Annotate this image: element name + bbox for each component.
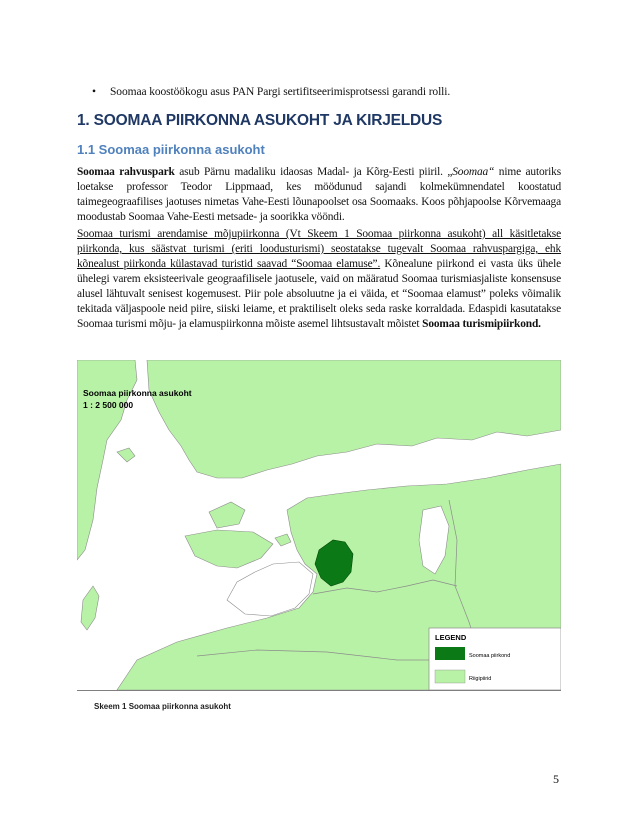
map-scale: 1 : 2 500 000 xyxy=(83,400,134,410)
bullet-text: Soomaa koostöökogu asus PAN Pargi sertifitseerimisprotsessi garandi rolli. xyxy=(110,86,451,98)
map-svg xyxy=(77,360,561,690)
map-title: Soomaa piirkonna asukoht xyxy=(83,388,192,398)
paragraph-location xyxy=(77,165,561,225)
paragraph-text-b: nime autoriks loetakse professor Teodor Lippmaad, kes möödunud sajandi kolmekümnendatel koostatud taimegeograafilises jaotuses nimetas Vahe-Eesti lõunapoolset osa Soomaaks. Koos põhjapoolse Kõrvemaaga moodustab Soomaa Vahe-Eesti metsade- ja soorikka vööndi. xyxy=(77,166,561,223)
paragraph-bold-term: Soomaa turismipiirkond. xyxy=(422,318,541,330)
legend-title: LEGEND xyxy=(435,633,467,642)
bullet-dot-icon: • xyxy=(92,86,96,98)
location-map xyxy=(77,360,561,691)
paragraph-region xyxy=(77,227,561,332)
paragraph-italic: Soomaa“ xyxy=(452,166,495,178)
paragraph-lead: Soomaa rahvuspark xyxy=(77,166,175,178)
page-number: 5 xyxy=(553,772,559,786)
section-heading: 1. SOOMAA PIIRKONNA ASUKOHT JA KIRJELDUS xyxy=(77,112,443,129)
paragraph-text-a: asub Pärnu madaliku idaosas Madal- ja Kõrg-Eesti piiril. „ xyxy=(174,166,453,178)
legend-swatch-land xyxy=(435,670,465,683)
paragraph-body: Kõnealune piirkond ei vasta üks ühele ühelegi varem eksisteerivale geograafilisele jaotusele, vaid on määratud Soomaa turismiasjaliste konsensuse alusel lähtuvalt senisest kogemusest. Piir pole absoluutne ja ei väida, et “Soomaa elamust” poleks võimalik tekitada väljaspoole neid piire, siiski leiame, et praktiliselt oleks seda raske korraldada. Edaspidi kasutatakse Soomaa turismi mõju- ja elamuspiirkonna mõiste asemel lihtsustavalt mõistet xyxy=(77,258,561,330)
legend-swatch-soomaa xyxy=(435,647,465,660)
bullet-item xyxy=(92,86,450,98)
figure-caption: Skeem 1 Soomaa piirkonna asukoht xyxy=(94,702,231,711)
subsection-heading: 1.1 Soomaa piirkonna asukoht xyxy=(77,142,265,157)
paragraph-underlined: Soomaa turismi arendamise mõjupiirkonna (Vt Skeem 1 Soomaa piirkonna asukoht) all käsitletakse piirkonda, kus säästvat turismi (eriti loodusturismi) seostatakse tugevalt Soomaa rahvuspargiga, ehk kõnealust piirkonda külastavad turistid saavad “Soomaa elamuse”. xyxy=(77,228,561,270)
legend-label-soomaa: Soomaa piirkond xyxy=(469,653,511,659)
legend-label-land: Riigipiirid xyxy=(469,676,492,682)
